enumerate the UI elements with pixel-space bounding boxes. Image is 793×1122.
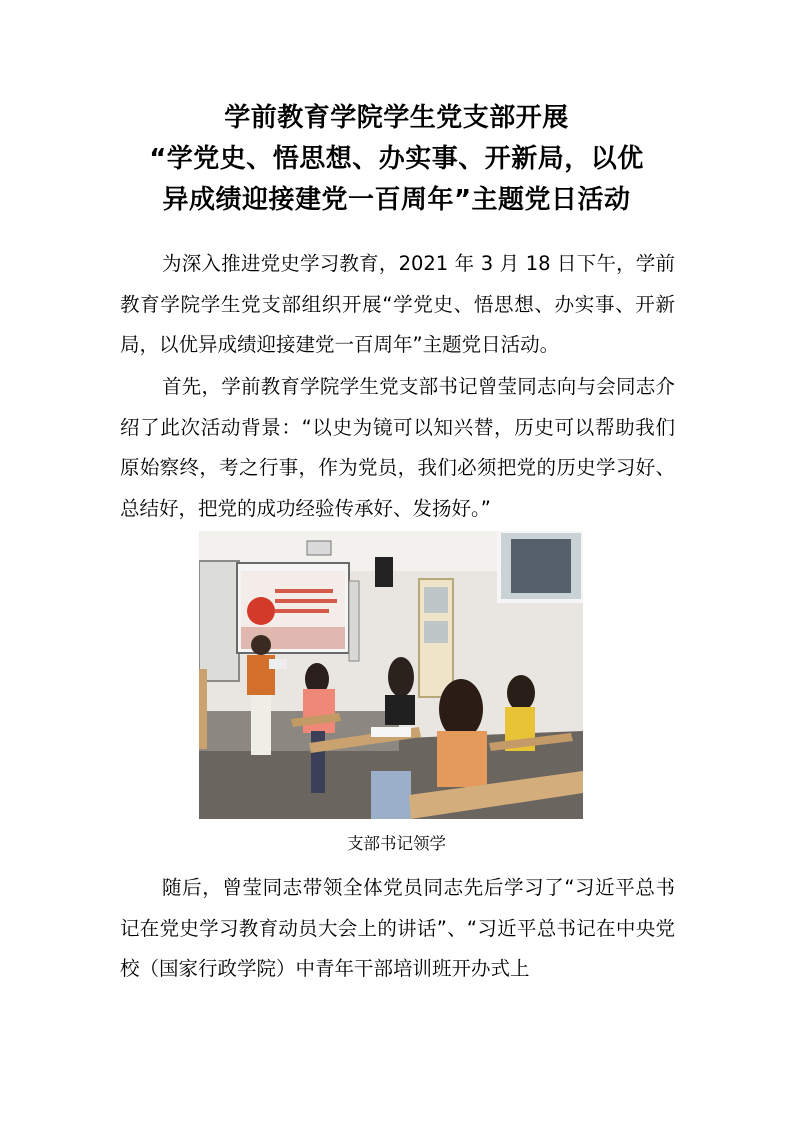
title-line-1: 学前教育学院学生党支部开展: [224, 103, 569, 133]
paragraph-background: 首先，学前教育学院学生党支部书记曾莹同志向与会同志介绍了此次活动背景：“以史为镜可以知兴替，历史可以帮助我们原始察终，考之行事，作为党员，我们必须把党的历史学习好、总结好，把党的成功经验传承好、发扬好。”: [120, 375, 675, 520]
activity-photo: [199, 531, 583, 819]
photo-caption: 支部书记领学: [347, 834, 446, 853]
paragraph-intro: 为深入推进党史学习教育，2021 年 3 月 18 日下午，学前教育学院学生党支部组织开展“学党史、悟思想、办实事、开新局，以优异成绩迎接建党一百周年”主题党日活动。: [120, 252, 675, 356]
title-line-3: 异成绩迎接建党一百周年”主题党日活动: [162, 185, 631, 215]
document-title: [100, 98, 693, 221]
paragraph-study: 随后，曾莹同志带领全体党员同志先后学习了“习近平总书记在党史学习教育动员大会上的讲话”、“习近平总书记在中央党校（国家行政学院）中青年干部培训班开办式上: [120, 876, 675, 980]
title-line-2: “学党史、悟思想、办实事、开新局，以优: [149, 144, 644, 174]
